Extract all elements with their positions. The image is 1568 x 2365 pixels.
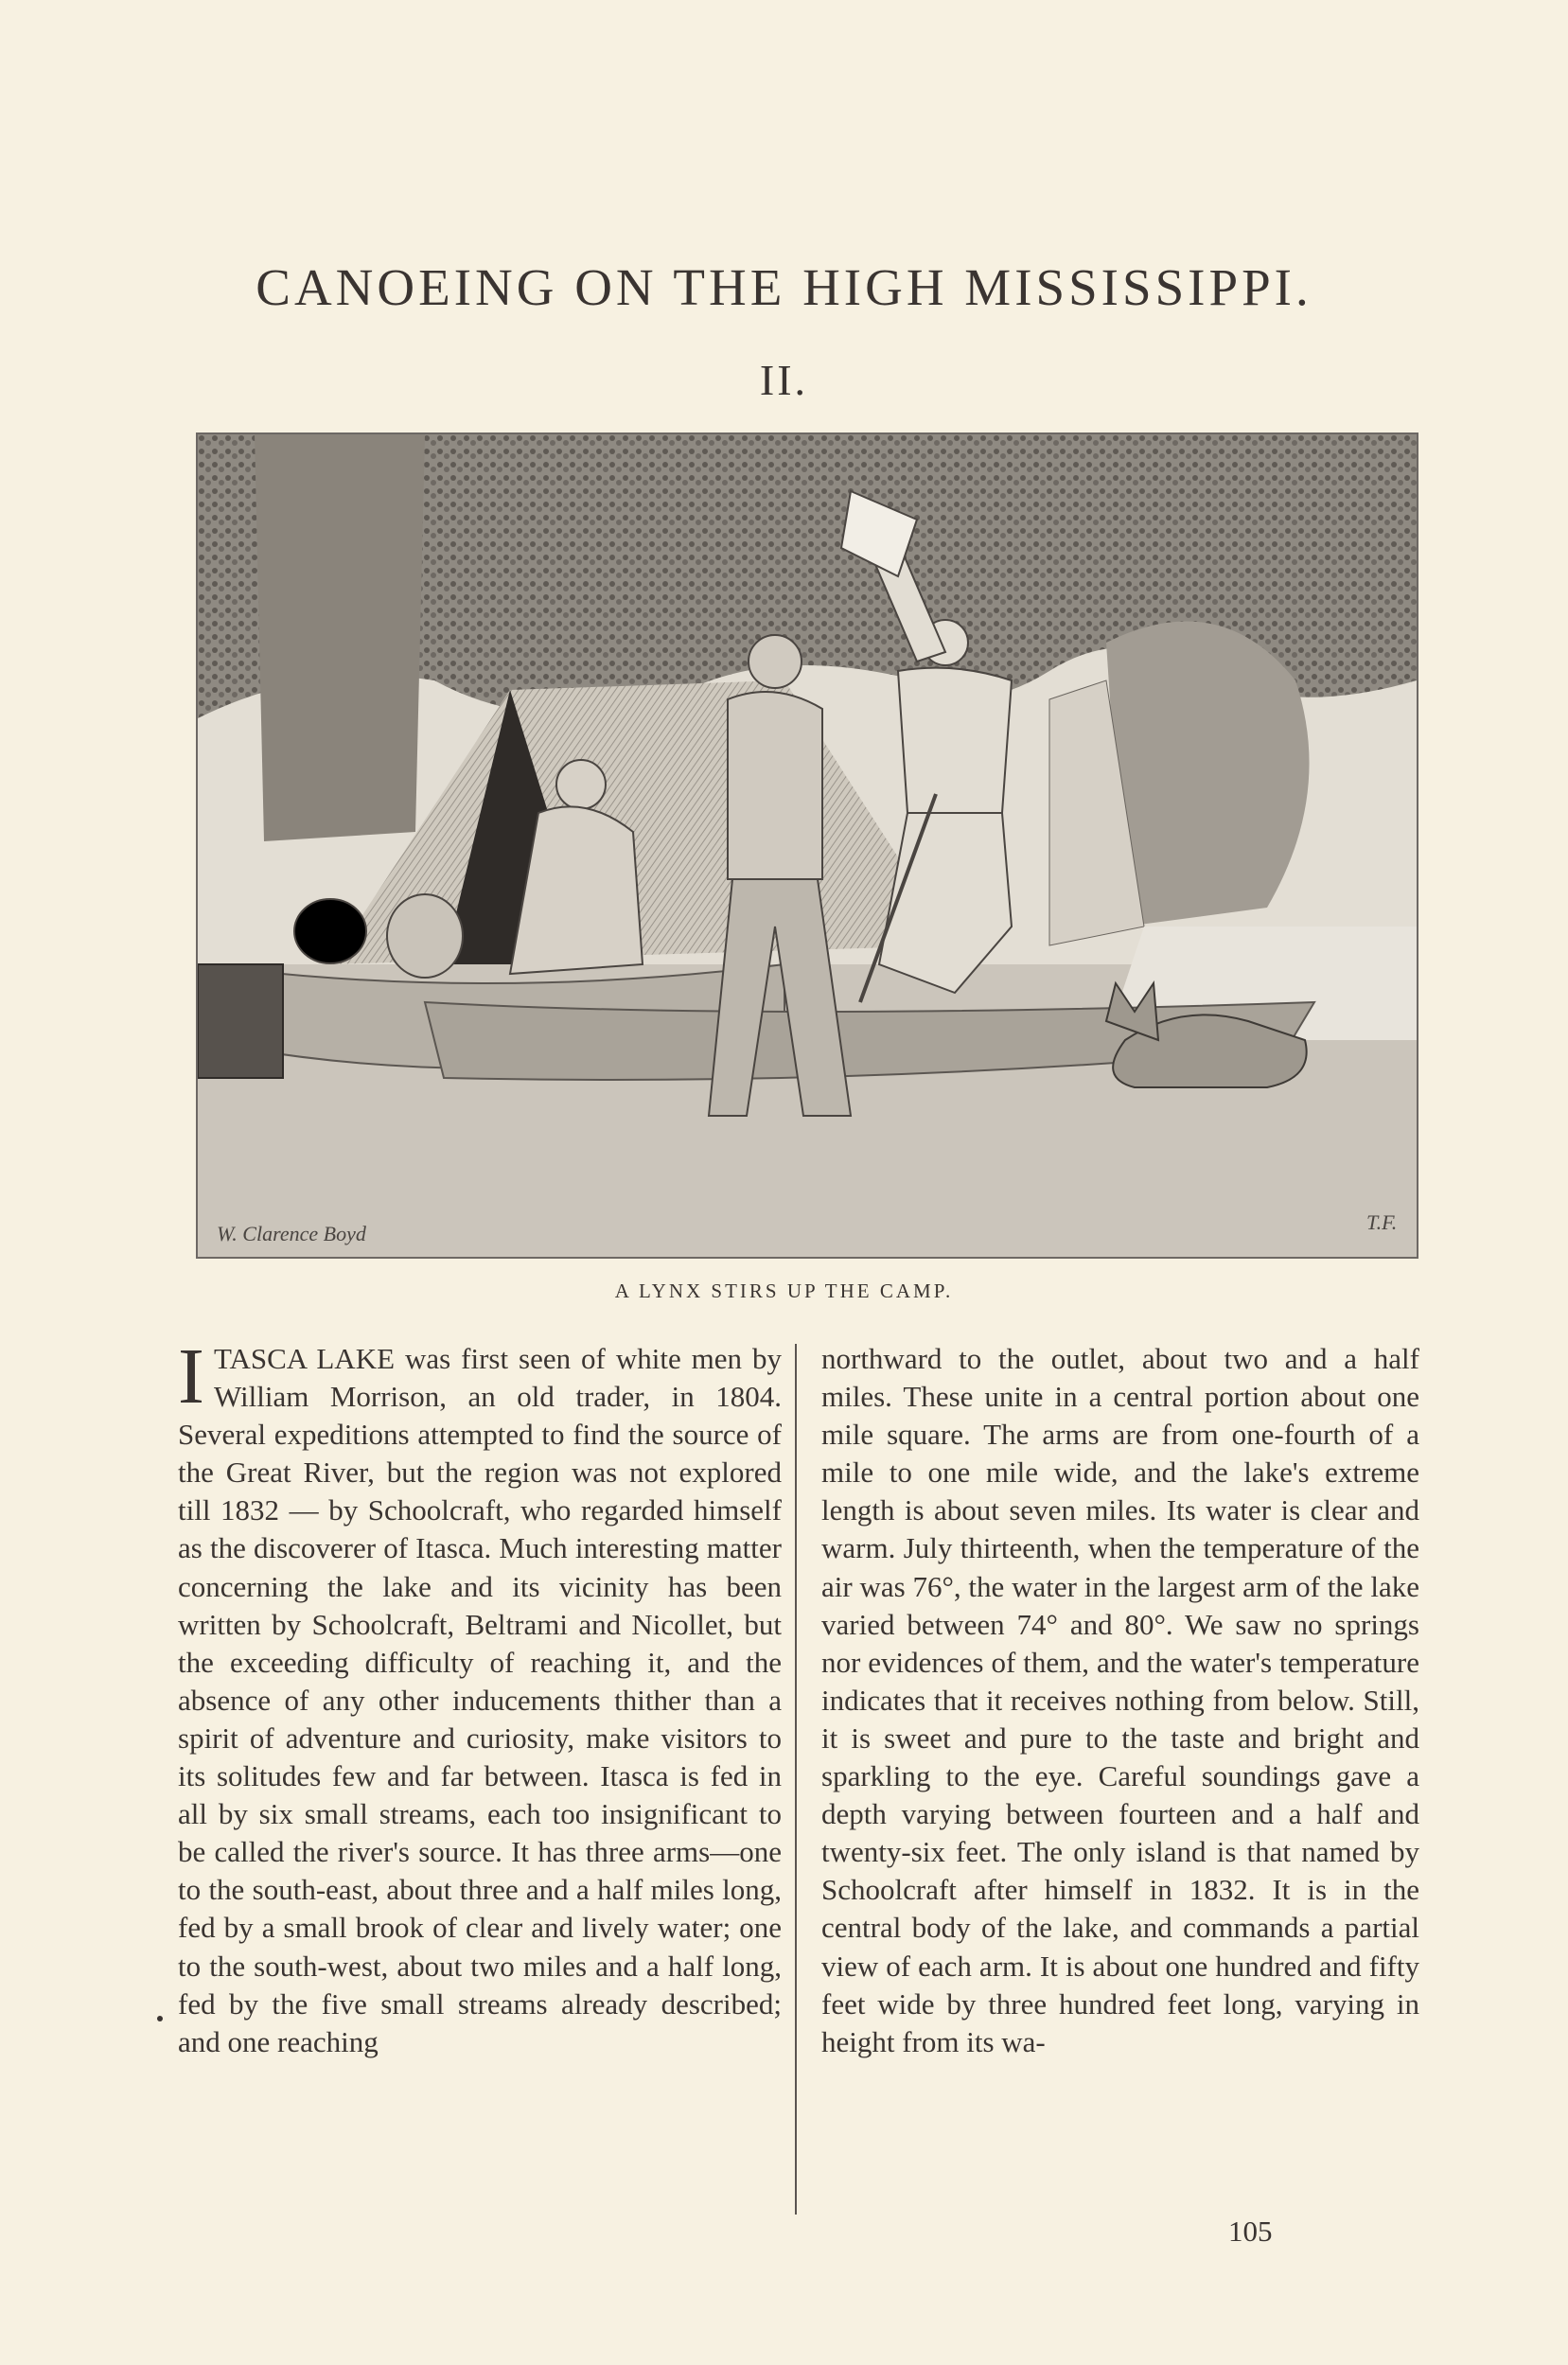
drop-cap: I xyxy=(178,1333,204,1421)
lynx-camp-scene xyxy=(198,434,1417,1257)
text-column-right xyxy=(821,1340,1419,2061)
paragraph-left: TASCA LAKE was first seen of white men by William Morrison, an old trader, in 1804. Several expeditions attempted to find the source of the Great River, but the region was not explored till 1832 — by Schoolcraft, who regarded himself as the discoverer of Itasca. Much interesting matter concerning the lake and its vicinity has been written by Schoolcraft, Beltrami and Nicollet, but the exceeding difficulty of reaching it, and the absence of any other inducements thither than a spirit of adventure and curiosity, make visitors to its solitudes few and far between. Itasca is fed in all by six small streams, each too insignificant to be called the river's source. It has three arms—one to the south-east, about three and a half miles long, fed by a small brook of clear and lively water; one to the south-west, about two miles and a half long, fed by the five small streams already described; and one reaching xyxy=(178,1342,782,2058)
part-number: II. xyxy=(759,356,809,404)
illustration-caption: A LYNX STIRS UP THE CAMP. xyxy=(614,1280,954,1302)
engraver-signature: T.F. xyxy=(1366,1210,1398,1234)
paragraph-right: northward to the outlet, about two and a half miles. These unite in a central portion about one mile square. The arms are from one-fourth of a mile to one mile wide, and the lake's extreme length is about seven miles. Its water is clear and warm. July thirteenth, when the temperature of the air was 76°, the water in the largest arm of the lake varied between 74° and 80°. We saw no springs nor evidences of them, and the water's temperature indicates that it receives nothing from below. Still, it is sweet and pure to the taste and bright and sparkling to the eye. Careful soundings gave a depth varying between fourteen and a half and twenty-six feet. The only island is that named by Schoolcraft after himself in 1832. It is in the central body of the lake, and commands a partial view of each arm. It is about one hundred and fifty feet wide by three hundred feet long, varying in height from its wa- xyxy=(821,1342,1419,2058)
column-divider xyxy=(795,1344,797,2215)
page-number: 105 xyxy=(1228,2215,1273,2248)
ink-speck xyxy=(157,2016,163,2021)
tree-trunk xyxy=(255,434,425,841)
artist-signature: W. Clarence Boyd xyxy=(217,1222,366,1245)
text-column-left xyxy=(178,1333,782,2061)
article-title: CANOEING ON THE HIGH MISSISSIPPI. xyxy=(255,258,1313,316)
engraving-illustration xyxy=(196,432,1418,1259)
